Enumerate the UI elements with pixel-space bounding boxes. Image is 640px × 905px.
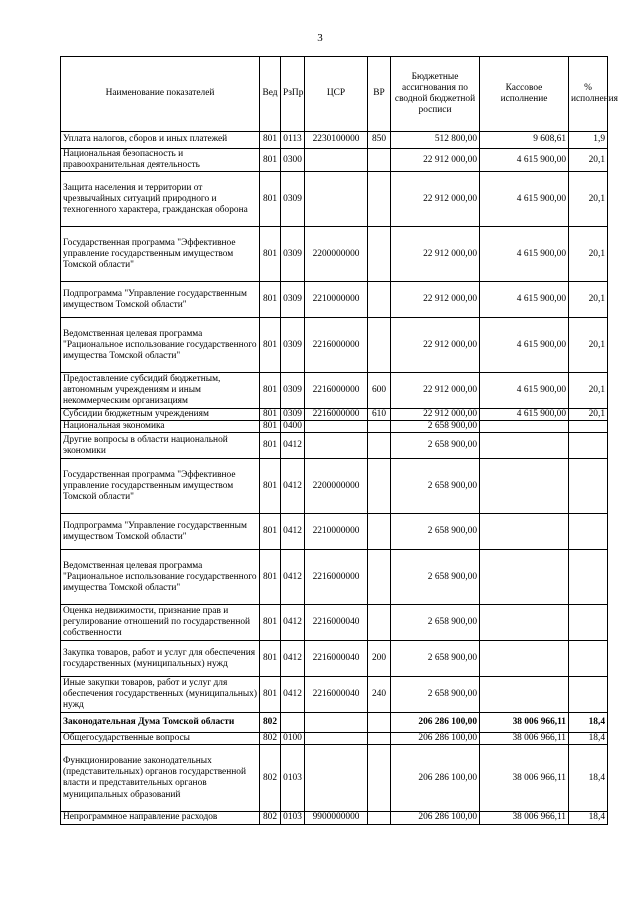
- row-percent-cell: [569, 459, 608, 514]
- row-name-cell: Другие вопросы в области национальной экономики: [61, 433, 260, 459]
- column-header-csr: ЦСР: [305, 57, 368, 132]
- row-ved-cell: 801: [260, 605, 281, 641]
- row-assignations-cell: 2 658 900,00: [391, 641, 480, 677]
- table-row: [61, 550, 608, 605]
- row-ved-cell: 801: [260, 459, 281, 514]
- row-csr-cell: 2216000000: [305, 318, 368, 373]
- row-execution-cell: 38 006 966,11: [480, 733, 569, 745]
- page-number: 3: [317, 32, 323, 44]
- row-rzpr-cell: 0309: [281, 409, 305, 421]
- column-header-vr: ВР: [368, 57, 391, 132]
- table-row: [61, 318, 608, 373]
- row-ved-cell: 801: [260, 433, 281, 459]
- row-name-cell: Государственная программа "Эффективное управление государственным имуществом Томской области": [61, 227, 260, 282]
- row-assignations-cell: 2 658 900,00: [391, 605, 480, 641]
- table-row: [61, 227, 608, 282]
- row-name-cell: Общегосударственные вопросы: [61, 733, 260, 745]
- row-name-cell: Законодательная Дума Томской области: [61, 713, 260, 733]
- table-row: [61, 745, 608, 812]
- row-vr-cell: 850: [368, 132, 391, 149]
- row-rzpr-cell: 0300: [281, 149, 305, 172]
- row-execution-cell: [480, 459, 569, 514]
- table-header-row: [61, 57, 608, 132]
- row-percent-cell: [569, 641, 608, 677]
- table-row: [61, 373, 608, 409]
- row-rzpr-cell: 0412: [281, 550, 305, 605]
- row-assignations-cell: 512 800,00: [391, 132, 480, 149]
- row-vr-cell: [368, 812, 391, 824]
- row-name-cell: Национальная безопасность и правоохранительная деятельность: [61, 149, 260, 172]
- row-rzpr-cell: 0400: [281, 421, 305, 433]
- row-csr-cell: 2200000000: [305, 227, 368, 282]
- row-csr-cell: 2216000000: [305, 373, 368, 409]
- row-assignations-cell: 206 286 100,00: [391, 812, 480, 824]
- table-row: [61, 459, 608, 514]
- row-rzpr-cell: 0103: [281, 745, 305, 812]
- row-rzpr-cell: 0412: [281, 641, 305, 677]
- row-vr-cell: [368, 433, 391, 459]
- row-execution-cell: [480, 421, 569, 433]
- table-row: [61, 812, 608, 824]
- row-csr-cell: 2216000000: [305, 409, 368, 421]
- row-percent-cell: 20,1: [569, 409, 608, 421]
- row-rzpr-cell: 0412: [281, 514, 305, 550]
- row-name-cell: Закупка товаров, работ и услуг для обеспечения государственных (муниципальных) нужд: [61, 641, 260, 677]
- row-csr-cell: 2216000040: [305, 677, 368, 713]
- row-vr-cell: [368, 459, 391, 514]
- row-vr-cell: [368, 172, 391, 227]
- row-vr-cell: [368, 550, 391, 605]
- row-percent-cell: 18,4: [569, 812, 608, 824]
- row-ved-cell: 801: [260, 227, 281, 282]
- row-vr-cell: [368, 745, 391, 812]
- row-percent-cell: [569, 550, 608, 605]
- row-vr-cell: [368, 282, 391, 318]
- table-row: [61, 605, 608, 641]
- row-assignations-cell: 2 658 900,00: [391, 550, 480, 605]
- row-csr-cell: 9900000000: [305, 812, 368, 824]
- row-name-cell: Национальная экономика: [61, 421, 260, 433]
- row-execution-cell: [480, 641, 569, 677]
- column-header-execution: Кассовое исполнение: [480, 57, 569, 132]
- row-percent-cell: [569, 421, 608, 433]
- row-name-cell: Оценка недвижимости, признание прав и регулирование отношений по государственной собственности: [61, 605, 260, 641]
- row-percent-cell: 20,1: [569, 282, 608, 318]
- row-name-cell: Уплата налогов, сборов и иных платежей: [61, 132, 260, 149]
- row-ved-cell: 801: [260, 421, 281, 433]
- row-percent-cell: [569, 433, 608, 459]
- row-rzpr-cell: 0412: [281, 605, 305, 641]
- row-csr-cell: 2210000000: [305, 282, 368, 318]
- row-assignations-cell: 22 912 000,00: [391, 227, 480, 282]
- row-execution-cell: 4 615 900,00: [480, 172, 569, 227]
- row-percent-cell: 18,4: [569, 733, 608, 745]
- row-csr-cell: 2230100000: [305, 132, 368, 149]
- row-ved-cell: 801: [260, 550, 281, 605]
- table-row: [61, 282, 608, 318]
- table-row: [61, 641, 608, 677]
- row-assignations-cell: 2 658 900,00: [391, 514, 480, 550]
- table-row: [61, 172, 608, 227]
- row-name-cell: Предоставление субсидий бюджетным, автономным учреждениям и иным некоммерческим организациям: [61, 373, 260, 409]
- row-execution-cell: 4 615 900,00: [480, 149, 569, 172]
- row-percent-cell: 20,1: [569, 172, 608, 227]
- row-vr-cell: [368, 318, 391, 373]
- row-rzpr-cell: 0309: [281, 172, 305, 227]
- table-row: [61, 132, 608, 149]
- row-percent-cell: [569, 514, 608, 550]
- column-header-rzpr: РзПр: [281, 57, 305, 132]
- row-name-cell: Функционирование законодательных (представительных) органов государственной власти и представительных органов муниципальных образований: [61, 745, 260, 812]
- row-name-cell: Государственная программа "Эффективное управление государственным имуществом Томской области": [61, 459, 260, 514]
- row-percent-cell: 18,4: [569, 713, 608, 733]
- row-vr-cell: 240: [368, 677, 391, 713]
- row-rzpr-cell: 0412: [281, 459, 305, 514]
- row-csr-cell: 2200000000: [305, 459, 368, 514]
- row-percent-cell: [569, 605, 608, 641]
- column-header-assignations: Бюджетные ассигнования по сводной бюджетной росписи: [391, 57, 480, 132]
- row-execution-cell: [480, 677, 569, 713]
- row-execution-cell: 4 615 900,00: [480, 373, 569, 409]
- row-csr-cell: [305, 433, 368, 459]
- row-assignations-cell: 2 658 900,00: [391, 677, 480, 713]
- row-percent-cell: [569, 677, 608, 713]
- row-vr-cell: [368, 227, 391, 282]
- row-csr-cell: [305, 149, 368, 172]
- row-rzpr-cell: 0309: [281, 373, 305, 409]
- row-assignations-cell: 22 912 000,00: [391, 373, 480, 409]
- row-csr-cell: 2216000040: [305, 641, 368, 677]
- row-csr-cell: [305, 421, 368, 433]
- row-csr-cell: 2210000000: [305, 514, 368, 550]
- row-ved-cell: 801: [260, 149, 281, 172]
- row-execution-cell: 4 615 900,00: [480, 409, 569, 421]
- row-rzpr-cell: 0412: [281, 433, 305, 459]
- row-name-cell: Ведомственная целевая программа "Рациональное использование государственного имущества Томской области": [61, 318, 260, 373]
- row-execution-cell: 38 006 966,11: [480, 713, 569, 733]
- row-name-cell: Ведомственная целевая программа "Рациональное использование государственного имущества Томской области": [61, 550, 260, 605]
- row-rzpr-cell: 0309: [281, 282, 305, 318]
- row-csr-cell: 2216000000: [305, 550, 368, 605]
- column-header-name: Наименование показателей: [61, 57, 260, 132]
- row-execution-cell: [480, 514, 569, 550]
- row-execution-cell: [480, 433, 569, 459]
- column-header-percent: % исполнения: [569, 57, 608, 132]
- row-percent-cell: 1,9: [569, 132, 608, 149]
- row-assignations-cell: 206 286 100,00: [391, 745, 480, 812]
- row-ved-cell: 801: [260, 318, 281, 373]
- budget-execution-table: [60, 56, 618, 825]
- row-csr-cell: [305, 713, 368, 733]
- row-name-cell: Иные закупки товаров, работ и услуг для обеспечения государственных (муниципальных) нужд: [61, 677, 260, 713]
- row-rzpr-cell: 0103: [281, 812, 305, 824]
- row-assignations-cell: 22 912 000,00: [391, 149, 480, 172]
- table-row: [61, 409, 608, 421]
- row-ved-cell: 801: [260, 373, 281, 409]
- table-row: [61, 514, 608, 550]
- row-vr-cell: [368, 733, 391, 745]
- row-vr-cell: 600: [368, 373, 391, 409]
- row-execution-cell: 38 006 966,11: [480, 812, 569, 824]
- row-ved-cell: 801: [260, 514, 281, 550]
- row-name-cell: Непрограммное направление расходов: [61, 812, 260, 824]
- row-assignations-cell: 22 912 000,00: [391, 409, 480, 421]
- row-percent-cell: 20,1: [569, 149, 608, 172]
- row-ved-cell: 802: [260, 745, 281, 812]
- row-assignations-cell: 206 286 100,00: [391, 733, 480, 745]
- row-execution-cell: 4 615 900,00: [480, 318, 569, 373]
- row-vr-cell: [368, 421, 391, 433]
- row-name-cell: Подпрограмма "Управление государственным имуществом Томской области": [61, 514, 260, 550]
- row-ved-cell: 801: [260, 132, 281, 149]
- row-execution-cell: [480, 605, 569, 641]
- row-percent-cell: 20,1: [569, 227, 608, 282]
- row-name-cell: Подпрограмма "Управление государственным имуществом Томской области": [61, 282, 260, 318]
- table-row: [61, 713, 608, 733]
- row-assignations-cell: 2 658 900,00: [391, 421, 480, 433]
- row-execution-cell: [480, 550, 569, 605]
- row-name-cell: Субсидии бюджетным учреждениям: [61, 409, 260, 421]
- row-assignations-cell: 206 286 100,00: [391, 713, 480, 733]
- row-vr-cell: [368, 149, 391, 172]
- row-percent-cell: 20,1: [569, 373, 608, 409]
- row-ved-cell: 801: [260, 677, 281, 713]
- row-csr-cell: [305, 733, 368, 745]
- row-assignations-cell: 2 658 900,00: [391, 433, 480, 459]
- row-ved-cell: 802: [260, 733, 281, 745]
- row-assignations-cell: 22 912 000,00: [391, 282, 480, 318]
- row-vr-cell: 610: [368, 409, 391, 421]
- row-csr-cell: 2216000040: [305, 605, 368, 641]
- row-csr-cell: [305, 745, 368, 812]
- row-ved-cell: 801: [260, 641, 281, 677]
- row-ved-cell: 802: [260, 713, 281, 733]
- row-execution-cell: 9 608,61: [480, 132, 569, 149]
- row-rzpr-cell: 0113: [281, 132, 305, 149]
- row-ved-cell: 801: [260, 282, 281, 318]
- row-ved-cell: 802: [260, 812, 281, 824]
- table-row: [61, 421, 608, 433]
- row-rzpr-cell: 0412: [281, 677, 305, 713]
- row-rzpr-cell: 0100: [281, 733, 305, 745]
- row-vr-cell: [368, 605, 391, 641]
- row-percent-cell: 20,1: [569, 318, 608, 373]
- row-rzpr-cell: 0309: [281, 318, 305, 373]
- table-body: [61, 132, 608, 825]
- row-execution-cell: 4 615 900,00: [480, 227, 569, 282]
- row-rzpr-cell: 0309: [281, 227, 305, 282]
- row-percent-cell: 18,4: [569, 745, 608, 812]
- table-row: [61, 733, 608, 745]
- row-csr-cell: [305, 172, 368, 227]
- table-row: [61, 677, 608, 713]
- row-vr-cell: [368, 713, 391, 733]
- column-header-ved: Вед: [260, 57, 281, 132]
- row-assignations-cell: 22 912 000,00: [391, 318, 480, 373]
- row-ved-cell: 801: [260, 172, 281, 227]
- row-rzpr-cell: [281, 713, 305, 733]
- row-execution-cell: 4 615 900,00: [480, 282, 569, 318]
- row-assignations-cell: 22 912 000,00: [391, 172, 480, 227]
- row-vr-cell: 200: [368, 641, 391, 677]
- table-row: [61, 433, 608, 459]
- row-name-cell: Защита населения и территории от чрезвычайных ситуаций природного и техногенного характера, гражданская оборона: [61, 172, 260, 227]
- row-ved-cell: 801: [260, 409, 281, 421]
- row-execution-cell: 38 006 966,11: [480, 745, 569, 812]
- row-vr-cell: [368, 514, 391, 550]
- row-assignations-cell: 2 658 900,00: [391, 459, 480, 514]
- table-row: [61, 149, 608, 172]
